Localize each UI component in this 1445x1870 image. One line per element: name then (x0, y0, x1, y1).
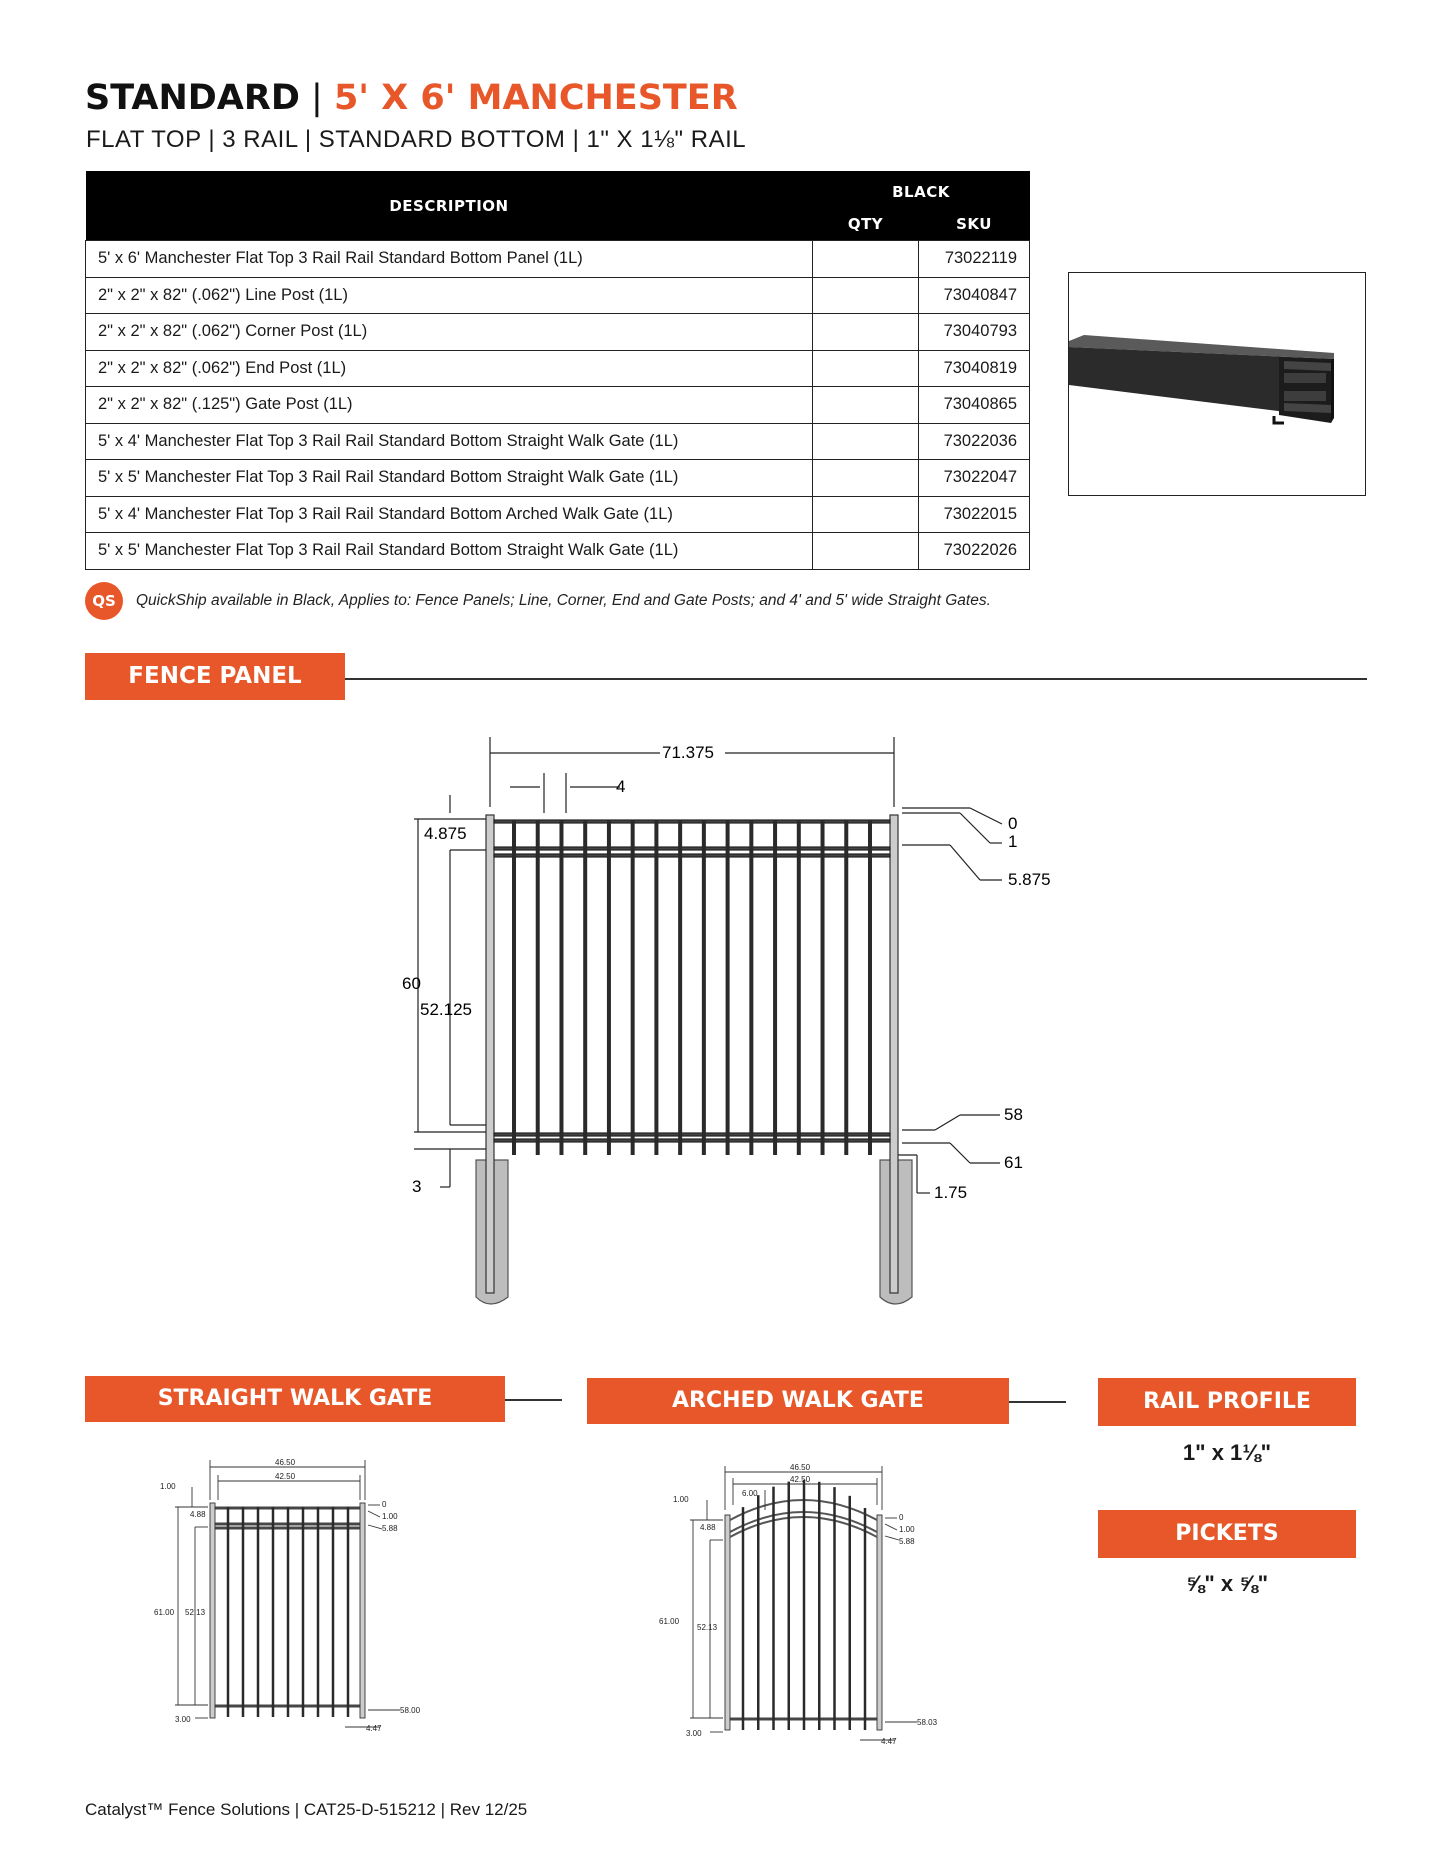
sg-r1: 1.00 (382, 1512, 398, 1521)
sg-bottom: 58.00 (400, 1706, 421, 1715)
dim-rail1: 1 (1008, 832, 1018, 851)
picket (332, 1507, 335, 1717)
sg-gap: 4.88 (190, 1510, 206, 1519)
ag-h: 61.00 (659, 1617, 680, 1626)
picket (631, 820, 635, 1155)
cell-sku: 73022015 (919, 496, 1030, 533)
ag-r0: 0 (899, 1513, 904, 1522)
ag-space: 4.47 (881, 1737, 897, 1746)
sg-r2: 5.88 (382, 1524, 398, 1533)
ag-r2: 5.88 (899, 1537, 915, 1546)
ag-arch: 6.00 (742, 1489, 758, 1498)
cell-sku: 73040819 (919, 350, 1030, 387)
picket (868, 820, 872, 1155)
picket (773, 820, 777, 1155)
picket (302, 1507, 305, 1717)
cell-desc: 5' x 4' Manchester Flat Top 3 Rail Rail Standard Bottom Arched Walk Gate (1L) (86, 496, 813, 533)
picket (757, 1495, 760, 1730)
dim-bottom-rail: 58 (1004, 1105, 1023, 1124)
cell-qty (813, 423, 919, 460)
dim-bottom: 61 (1004, 1153, 1023, 1172)
picket (287, 1507, 290, 1717)
table-row (86, 387, 1030, 424)
title-separator: | (299, 78, 334, 118)
cell-desc: 5' x 5' Manchester Flat Top 3 Rail Rail Standard Bottom Straight Walk Gate (1L) (86, 460, 813, 497)
table-row (86, 314, 1030, 351)
cell-desc: 5' x 5' Manchester Flat Top 3 Rail Rail Standard Bottom Straight Walk Gate (1L) (86, 533, 813, 570)
parts-table (85, 171, 1030, 570)
col-qty: QTY (813, 208, 919, 241)
dim-width: 71.375 (662, 743, 714, 762)
title-product-name: 5' X 6' MANCHESTER (333, 78, 738, 118)
ag-w-inner: 42.50 (790, 1475, 811, 1484)
col-color-black: BLACK (813, 171, 1030, 208)
table-row (86, 241, 1030, 278)
dim-span: 52.125 (420, 1000, 472, 1019)
table-row (86, 277, 1030, 314)
table-row (86, 460, 1030, 497)
col-description: DESCRIPTION (86, 171, 813, 241)
picket (583, 820, 587, 1155)
cell-sku: 73022119 (919, 241, 1030, 278)
picket (818, 1482, 821, 1730)
picket (803, 1480, 806, 1730)
col-sku: SKU (919, 208, 1030, 241)
picket (821, 820, 825, 1155)
section-rail-profile: RAIL PROFILE (1098, 1378, 1356, 1426)
quickship-badge: QS (85, 582, 123, 620)
picket (849, 1496, 852, 1730)
straight-gate-drawing (150, 1455, 450, 1740)
ag-span: 52.13 (697, 1623, 718, 1632)
cell-qty (813, 277, 919, 314)
picket (242, 1507, 245, 1717)
picket (536, 820, 540, 1155)
sg-h: 61.00 (154, 1608, 175, 1617)
picket (559, 820, 563, 1155)
picket (749, 820, 753, 1155)
cell-sku: 73040847 (919, 277, 1030, 314)
fence-panel-drawing (390, 725, 1070, 1320)
cell-desc: 2" x 2" x 82" (.125") Gate Post (1L) (86, 387, 813, 424)
picket (317, 1507, 320, 1717)
picket (864, 1508, 867, 1730)
picket (702, 820, 706, 1155)
cell-desc: 2" x 2" x 82" (.062") Line Post (1L) (86, 277, 813, 314)
section-arched-walk-gate: ARCHED WALK GATE (587, 1378, 1009, 1424)
dim-spacing: 4 (616, 777, 626, 796)
arched-gate-drawing (655, 1460, 955, 1750)
cell-sku: 73022047 (919, 460, 1030, 497)
ag-r1: 1.00 (899, 1525, 915, 1534)
picket (726, 820, 730, 1155)
table-row (86, 496, 1030, 533)
sg-span: 52.13 (185, 1608, 206, 1617)
cell-sku: 73040793 (919, 314, 1030, 351)
cell-desc: 5' x 6' Manchester Flat Top 3 Rail Rail Standard Bottom Panel (1L) (86, 241, 813, 278)
picket (833, 1487, 836, 1730)
picket (227, 1507, 230, 1717)
picket (797, 820, 801, 1155)
picket (512, 820, 516, 1155)
section-divider (1009, 1401, 1066, 1403)
picket (788, 1482, 791, 1730)
ag-top-off: 1.00 (673, 1495, 689, 1504)
picket (607, 820, 611, 1155)
sg-space: 4.47 (366, 1724, 382, 1733)
cell-desc: 5' x 4' Manchester Flat Top 3 Rail Rail Standard Bottom Straight Walk Gate (1L) (86, 423, 813, 460)
sg-clear: 3.00 (175, 1715, 191, 1724)
section-divider (345, 678, 1367, 680)
sg-w-inner: 42.50 (275, 1472, 296, 1481)
dim-gap-top: 4.875 (424, 824, 467, 843)
dim-height: 60 (402, 974, 421, 993)
cell-sku: 73040865 (919, 387, 1030, 424)
cell-desc: 2" x 2" x 82" (.062") End Post (1L) (86, 350, 813, 387)
dim-top: 0 (1008, 814, 1018, 833)
picket (654, 820, 658, 1155)
sg-w-outer: 46.50 (275, 1458, 296, 1467)
page-title (85, 78, 738, 118)
cell-qty (813, 241, 919, 278)
title-standard: STANDARD (85, 78, 300, 118)
page-subtitle: FLAT TOP | 3 RAIL | STANDARD BOTTOM | 1" X 1⅛" RAIL (86, 126, 747, 153)
section-divider (505, 1399, 562, 1401)
cell-desc: 2" x 2" x 82" (.062") Corner Post (1L) (86, 314, 813, 351)
dim-rail2: 5.875 (1008, 870, 1051, 889)
pickets-value: ⅝" x ⅝" (1185, 1571, 1269, 1596)
cell-qty (813, 387, 919, 424)
picket (347, 1507, 350, 1717)
table-row (86, 350, 1030, 387)
cell-sku: 73022036 (919, 423, 1030, 460)
ag-bottom: 58.03 (917, 1718, 938, 1727)
cell-qty (813, 314, 919, 351)
ag-w-outer: 46.50 (790, 1463, 811, 1472)
picket (257, 1507, 260, 1717)
ag-gap: 4.88 (700, 1523, 716, 1532)
cell-qty (813, 533, 919, 570)
quickship-note: QuickShip available in Black, Applies to: Fence Panels; Line, Corner, End and Gate Posts; and 4' and 5' wide Straight Gates. (136, 592, 991, 609)
sg-top-off: 1.00 (160, 1482, 176, 1491)
picket (272, 1507, 275, 1717)
sg-r0: 0 (382, 1500, 387, 1509)
picket (742, 1507, 745, 1730)
rail-profile-value: 1" x 1⅛" (1182, 1440, 1272, 1465)
footer: Catalyst™ Fence Solutions | CAT25-D-515212 | Rev 12/25 (85, 1800, 528, 1819)
cell-sku: 73022026 (919, 533, 1030, 570)
picket (678, 820, 682, 1155)
section-straight-walk-gate: STRAIGHT WALK GATE (85, 1376, 505, 1422)
picket (772, 1487, 775, 1730)
cell-qty (813, 460, 919, 497)
table-row (86, 533, 1030, 570)
cell-qty (813, 350, 919, 387)
section-fence-panel: FENCE PANEL (85, 653, 345, 700)
dim-post-gap: 1.75 (934, 1183, 968, 1202)
dim-clearance: 3 (412, 1177, 422, 1196)
rail-product-photo (1068, 272, 1366, 496)
section-pickets: PICKETS (1098, 1510, 1356, 1558)
table-row (86, 423, 1030, 460)
ag-clear: 3.00 (686, 1729, 702, 1738)
picket (844, 820, 848, 1155)
cell-qty (813, 496, 919, 533)
